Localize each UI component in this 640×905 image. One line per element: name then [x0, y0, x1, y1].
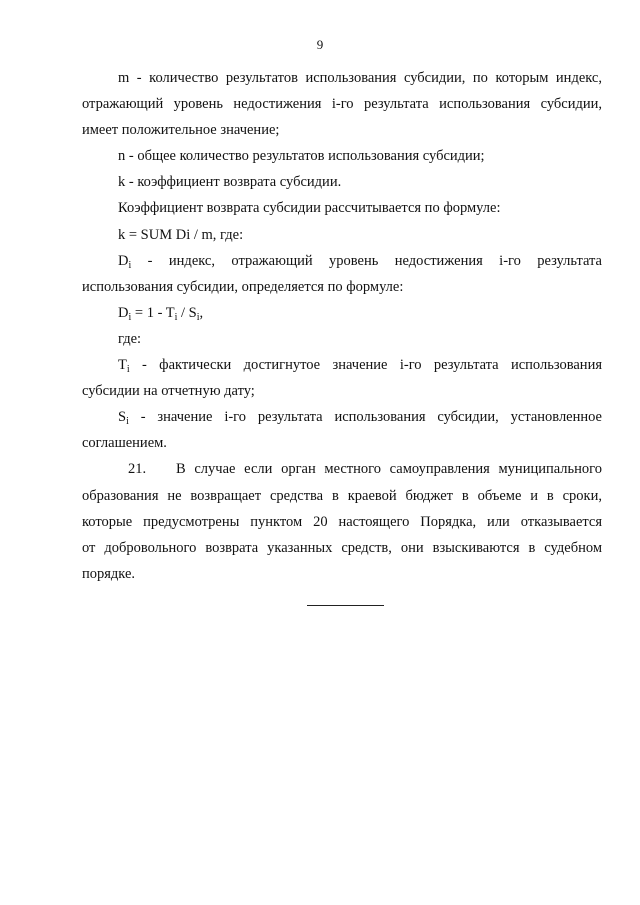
text-line — [118, 352, 602, 378]
text-span: - индекс, отражающий уровень недостижения i-го результата — [131, 252, 602, 269]
text-line: m - количество результатов использования субсидии, по которым индекс, — [118, 70, 602, 86]
text-span: = 1 - T — [131, 304, 175, 321]
var-d: D — [118, 304, 129, 321]
subscript: i — [126, 364, 130, 376]
text-line: использования субсидии, определяется по формуле: — [82, 278, 404, 295]
text-line — [118, 404, 602, 430]
text-line: имеет положительное значение; — [82, 122, 280, 139]
subscript: i — [196, 311, 200, 323]
text-line: где: — [118, 330, 142, 347]
subscript: i — [128, 311, 132, 323]
text-line: субсидии на отчетную дату; — [82, 383, 255, 400]
text-line: которые предусмотрены пунктом 20 настоящего Порядка, или отказывается — [82, 513, 602, 530]
formula-d — [118, 300, 602, 326]
subscript: i — [174, 311, 178, 323]
text-line: от добровольного возврата указанных средств, они взыскиваются в судебном — [82, 539, 602, 556]
text-span: / S — [177, 304, 197, 321]
text-line: Коэффициент возврата субсидии рассчитывается по формуле: — [118, 200, 501, 217]
text-span: В случае если орган местного самоуправления муниципального — [176, 461, 602, 478]
text-line: n - общее количество результатов использования субсидии; — [118, 148, 485, 165]
var-t: T — [118, 357, 127, 374]
var-d: D — [118, 252, 129, 269]
document-body — [82, 65, 602, 587]
var-s: S — [118, 409, 127, 426]
page-number: 9 — [316, 37, 324, 52]
subscript: i — [126, 416, 129, 428]
subscript: i — [128, 259, 132, 271]
text-line — [118, 248, 602, 274]
text-span: , — [199, 304, 204, 321]
paragraph-21-start — [118, 456, 602, 482]
text-line: отражающий уровень недостижения i-го результата использования субсидии, — [82, 96, 602, 113]
formula-k: k = SUM Di / m, где: — [118, 226, 244, 243]
text-span: - фактически достигнутое значение i-го результата использования — [129, 357, 602, 374]
text-line: k - коэффициент возврата субсидии. — [118, 174, 342, 191]
text-line: образования не возвращает средства в краевой бюджет в объеме и в сроки, — [82, 487, 602, 504]
end-rule — [307, 605, 384, 606]
text-line: порядке. — [82, 565, 136, 582]
text-span: - значение i-го результата использования субсидии, установленное — [128, 409, 602, 426]
paragraph-number: 21. — [128, 461, 147, 478]
text-line: соглашением. — [82, 435, 167, 452]
